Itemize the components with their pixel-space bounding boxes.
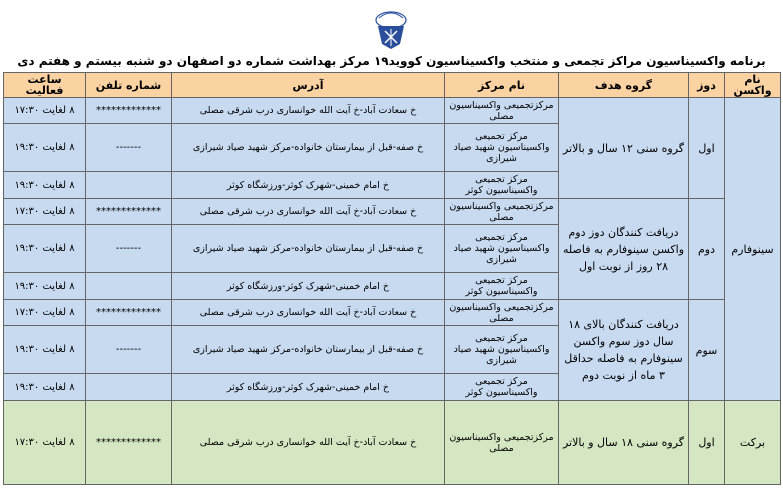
col-header-dose: دوز	[689, 73, 725, 98]
target-group-barekat: گروه سنی ۱۸ سال و بالاتر	[559, 401, 689, 485]
address-cell: خ صفه-قبل از بیمارستان خانواده-مرکز شهید صیاد شیرازی	[172, 124, 445, 172]
table-row	[4, 199, 781, 225]
center-name: مرکز تجمیعی واکسیناسیون کوثر	[445, 374, 559, 401]
center-name: مرکزتجمیعی واکسیناسیون مصلی	[445, 401, 559, 485]
table-row	[4, 300, 781, 326]
table-row	[4, 401, 781, 485]
hours-cell: ۸ لغایت ۱۹:۳۰	[4, 273, 86, 300]
address-cell: خ سعادت آباد-خ آیت الله خوانساری درب شرقی مصلی	[172, 98, 445, 124]
address-cell: خ صفه-قبل از بیمارستان خانواده-مرکز شهید صیاد شیرازی	[172, 225, 445, 273]
phone-cell	[86, 273, 172, 300]
vaccine-cell-sinopharm: سینوفارم	[725, 98, 781, 401]
phone-cell: *************	[86, 98, 172, 124]
target-group-second: دریافت کنندگان دوز دوم واکسن سینوفارم به فاصله ۲۸ روز از نوبت اول	[559, 199, 689, 300]
center-name: مرکز تجمیعی واکسیناسیون شهید صیاد شیرازی	[445, 225, 559, 273]
dose-cell-second: دوم	[689, 199, 725, 300]
vaccine-cell-barekat: برکت	[725, 401, 781, 485]
vaccination-schedule-table	[3, 72, 781, 485]
page-title: برنامه واکسیناسیون مراکز تجمعی و منتخب واکسیناسیون کووید۱۹ مرکز بهداشت شماره دو اصفهان دو شنبه بیستم و هفتم دی	[17, 54, 766, 68]
table-row	[4, 98, 781, 124]
phone-cell: *************	[86, 199, 172, 225]
center-name: مرکز تجمیعی واکسیناسیون کوثر	[445, 172, 559, 199]
address-cell: خ امام خمینی-شهرک کوثر-ورزشگاه کوثر	[172, 172, 445, 199]
center-name: مرکز تجمیعی واکسیناسیون کوثر	[445, 273, 559, 300]
phone-cell	[86, 374, 172, 401]
ministry-of-health-emblem-icon	[370, 6, 412, 50]
center-name: مرکز تجمیعی واکسیناسیون شهید صیاد شیرازی	[445, 124, 559, 172]
hours-cell: ۸ لغایت ۱۹:۳۰	[4, 374, 86, 401]
col-header-vaccine: نام واکسن	[725, 73, 781, 98]
col-header-center: نام مرکز	[445, 73, 559, 98]
address-cell: خ سعادت آباد-خ آیت الله خوانساری درب شرقی مصلی	[172, 300, 445, 326]
hours-cell: ۸ لغایت ۱۷:۳۰	[4, 300, 86, 326]
hours-cell: ۸ لغایت ۱۹:۳۰	[4, 326, 86, 374]
col-header-address: آدرس	[172, 73, 445, 98]
center-name: مرکزتجمیعی واکسیناسیون مصلی	[445, 199, 559, 225]
hours-cell: ۸ لغایت ۱۷:۳۰	[4, 98, 86, 124]
dose-cell-first: اول	[689, 98, 725, 199]
hours-cell: ۸ لغایت ۱۷:۳۰	[4, 199, 86, 225]
hours-cell: ۸ لغایت ۱۹:۳۰	[4, 225, 86, 273]
hours-cell: ۸ لغایت ۱۹:۳۰	[4, 172, 86, 199]
center-name: مرکز تجمیعی واکسیناسیون شهید صیاد شیرازی	[445, 326, 559, 374]
address-cell: خ امام خمینی-شهرک کوثر-ورزشگاه کوثر	[172, 374, 445, 401]
target-group-third: دریافت کنندگان بالای ۱۸ سال دوز سوم واکسن سینوفارم به فاصله حداقل ۳ ماه از نوبت دوم	[559, 300, 689, 401]
hours-cell: ۸ لغایت ۱۷:۳۰	[4, 401, 86, 485]
col-header-target-group: گروه هدف	[559, 73, 689, 98]
address-cell: خ سعادت آباد-خ آیت الله خوانساری درب شرقی مصلی	[172, 401, 445, 485]
hours-cell: ۸ لغایت ۱۹:۳۰	[4, 124, 86, 172]
target-group-first: گروه سنی ۱۲ سال و بالاتر	[559, 98, 689, 199]
phone-cell: *************	[86, 300, 172, 326]
center-name: مرکزتجمیعی واکسیناسیون مصلی	[445, 98, 559, 124]
phone-cell: -------	[86, 124, 172, 172]
address-cell: خ صفه-قبل از بیمارستان خانواده-مرکز شهید صیاد شیرازی	[172, 326, 445, 374]
address-cell: خ سعادت آباد-خ آیت الله خوانساری درب شرقی مصلی	[172, 199, 445, 225]
dose-cell-third: سوم	[689, 300, 725, 401]
dose-cell-barekat-first: اول	[689, 401, 725, 485]
phone-cell: -------	[86, 225, 172, 273]
col-header-phone: شماره تلفن	[86, 73, 172, 98]
center-name: مرکزتجمیعی واکسیناسیون مصلی	[445, 300, 559, 326]
address-cell: خ امام خمینی-شهرک کوثر-ورزشگاه کوثر	[172, 273, 445, 300]
phone-cell: *************	[86, 401, 172, 485]
phone-cell: -------	[86, 326, 172, 374]
col-header-hours: ساعت فعالیت	[4, 73, 86, 98]
phone-cell	[86, 172, 172, 199]
table-header-row	[4, 73, 781, 98]
